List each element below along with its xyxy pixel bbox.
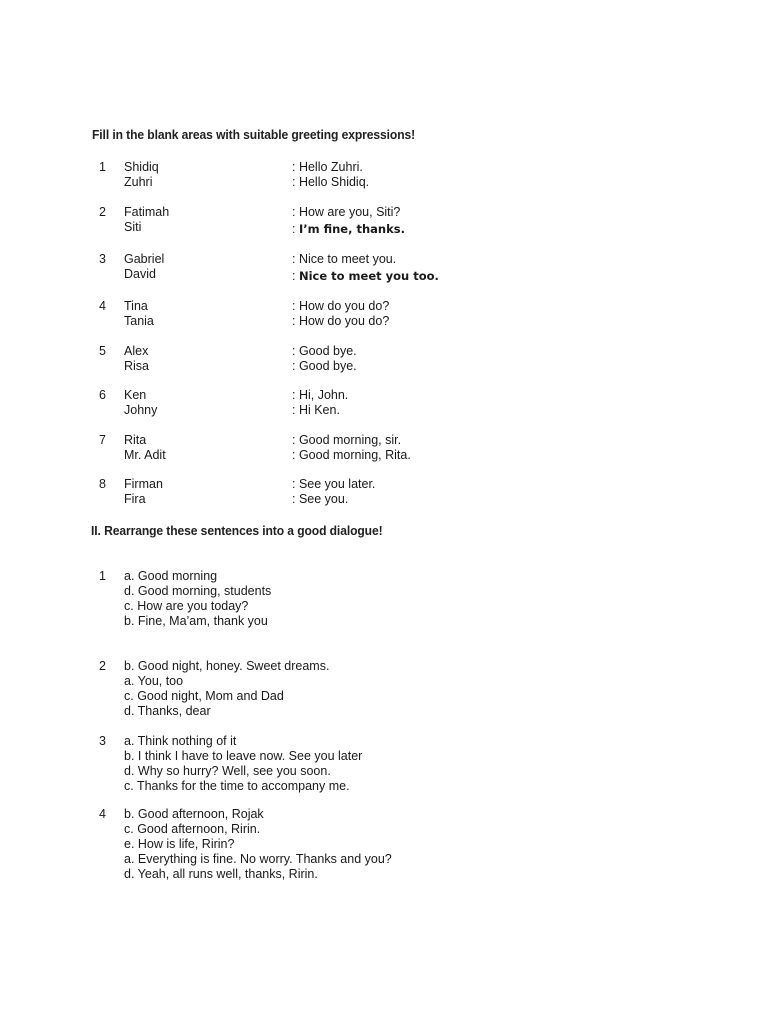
exercise1-heading: Fill in the blank areas with suitable greeting expressions! — [92, 127, 416, 142]
speakers — [124, 160, 159, 190]
utterances — [292, 299, 389, 329]
speakers — [124, 252, 164, 282]
filled-answer: Nice to meet you too. — [298, 269, 439, 283]
dialogue-line: c. Good night, Mom and Dad — [124, 689, 284, 703]
exercise1-item-7 — [0, 433, 768, 477]
speakers — [124, 299, 154, 329]
exercise2-item-3 — [0, 734, 768, 807]
speakers — [124, 205, 169, 235]
speakers — [124, 477, 163, 507]
speaker-name: Shidiq — [124, 160, 159, 174]
speakers — [124, 344, 149, 374]
exercise2-item-1 — [0, 569, 768, 659]
speaker-name: Ken — [124, 388, 147, 402]
item-number: 3 — [99, 252, 106, 266]
utterance: : How do you do? — [292, 314, 390, 328]
utterance: : Good bye. — [292, 359, 357, 373]
dialogue-line: b. Good afternoon, Rojak — [124, 807, 264, 821]
answer-line — [292, 222, 405, 237]
utterances — [292, 252, 439, 284]
dialogue-line: a. Think nothing of it — [124, 734, 237, 748]
utterances — [292, 477, 375, 507]
utterance: : Hello Shidiq. — [292, 175, 370, 189]
speaker-name: Gabriel — [124, 252, 165, 266]
exercise1-item-1 — [0, 160, 768, 205]
speakers — [124, 433, 166, 463]
dialogue-line: a. Everything is fine. No worry. Thanks and you? — [124, 852, 392, 866]
answer-line — [292, 269, 439, 284]
utterance: : How do you do? — [292, 299, 390, 313]
dialogue-line: b. Good night, honey. Sweet dreams. — [124, 659, 330, 673]
speakers — [124, 388, 157, 418]
dialogue-lines — [124, 569, 271, 629]
exercise1-item-2 — [0, 205, 768, 252]
exercise2-heading: II. Rearrange these sentences into a good dialogue! — [91, 523, 383, 538]
speaker-name: Zuhri — [124, 175, 153, 189]
exercise1-item-4 — [0, 299, 768, 344]
exercise1-item-5 — [0, 344, 768, 388]
exercise1-item-8 — [0, 477, 768, 521]
speaker-name: Siti — [124, 220, 142, 234]
item-number: 6 — [99, 388, 106, 402]
filled-answer: I’m fine, thanks. — [298, 222, 405, 236]
speaker-name: Tina — [124, 299, 148, 313]
exercise1-item-6 — [0, 388, 768, 433]
utterance: : Good bye. — [292, 344, 357, 358]
dialogue-lines — [124, 734, 362, 794]
dialogue-line: b. Fine, Ma’am, thank you — [124, 614, 268, 628]
speaker-name: David — [124, 267, 156, 281]
dialogue-line: d. Yeah, all runs well, thanks, Ririn. — [124, 867, 318, 881]
utterance: : Nice to meet you. — [292, 252, 397, 266]
speaker-name: Fira — [124, 492, 146, 506]
item-number: 4 — [99, 807, 106, 821]
exercise2-item-2 — [0, 659, 768, 734]
dialogue-line: a. Good morning — [124, 569, 218, 583]
utterances — [292, 205, 405, 237]
speaker-name: Johny — [124, 403, 158, 417]
speaker-name: Mr. Adit — [124, 448, 166, 462]
dialogue-line: c. Good afternoon, Ririn. — [124, 822, 261, 836]
utterance: : Good morning, Rita. — [292, 448, 411, 462]
utterance: : Hi, John. — [292, 388, 349, 402]
utterances — [292, 388, 348, 418]
speaker-name: Tania — [124, 314, 154, 328]
exercise2-list — [0, 569, 768, 887]
speaker-name: Risa — [124, 359, 150, 373]
speaker-name: Fatimah — [124, 205, 170, 219]
dialogue-line: c. Thanks for the time to accompany me. — [124, 779, 350, 793]
item-number: 5 — [99, 344, 106, 358]
utterance: : Good morning, sir. — [292, 433, 402, 447]
answer-prefix: : — [292, 269, 299, 283]
dialogue-line: b. I think I have to leave now. See you later — [124, 749, 363, 763]
exercise1-item-3 — [0, 252, 768, 299]
utterances — [292, 344, 357, 374]
speaker-name: Rita — [124, 433, 147, 447]
utterances — [292, 433, 411, 463]
utterance: : Hi Ken. — [292, 403, 340, 417]
utterance: : See you. — [292, 492, 349, 506]
speaker-name: Firman — [124, 477, 163, 491]
dialogue-line: d. Thanks, dear — [124, 704, 211, 718]
utterance: : How are you, Siti? — [292, 205, 401, 219]
item-number: 2 — [99, 659, 106, 673]
dialogue-line: a. You, too — [124, 674, 184, 688]
dialogue-lines — [124, 807, 392, 882]
dialogue-lines — [124, 659, 329, 719]
speaker-name: Alex — [124, 344, 149, 358]
dialogue-line: c. How are you today? — [124, 599, 249, 613]
item-number: 8 — [99, 477, 106, 491]
dialogue-line: e. How is life, Ririn? — [124, 837, 235, 851]
item-number: 2 — [99, 205, 106, 219]
utterance: : See you later. — [292, 477, 376, 491]
answer-prefix: : — [292, 222, 299, 236]
item-number: 1 — [99, 569, 106, 583]
utterances — [292, 160, 369, 190]
dialogue-line: d. Good morning, students — [124, 584, 272, 598]
exercise2-item-4 — [0, 807, 768, 887]
dialogue-line: d. Why so hurry? Well, see you soon. — [124, 764, 331, 778]
item-number: 4 — [99, 299, 106, 313]
item-number: 3 — [99, 734, 106, 748]
utterance: : Hello Zuhri. — [292, 160, 363, 174]
item-number: 7 — [99, 433, 106, 447]
item-number: 1 — [99, 160, 106, 174]
exercise1-list — [0, 160, 768, 521]
